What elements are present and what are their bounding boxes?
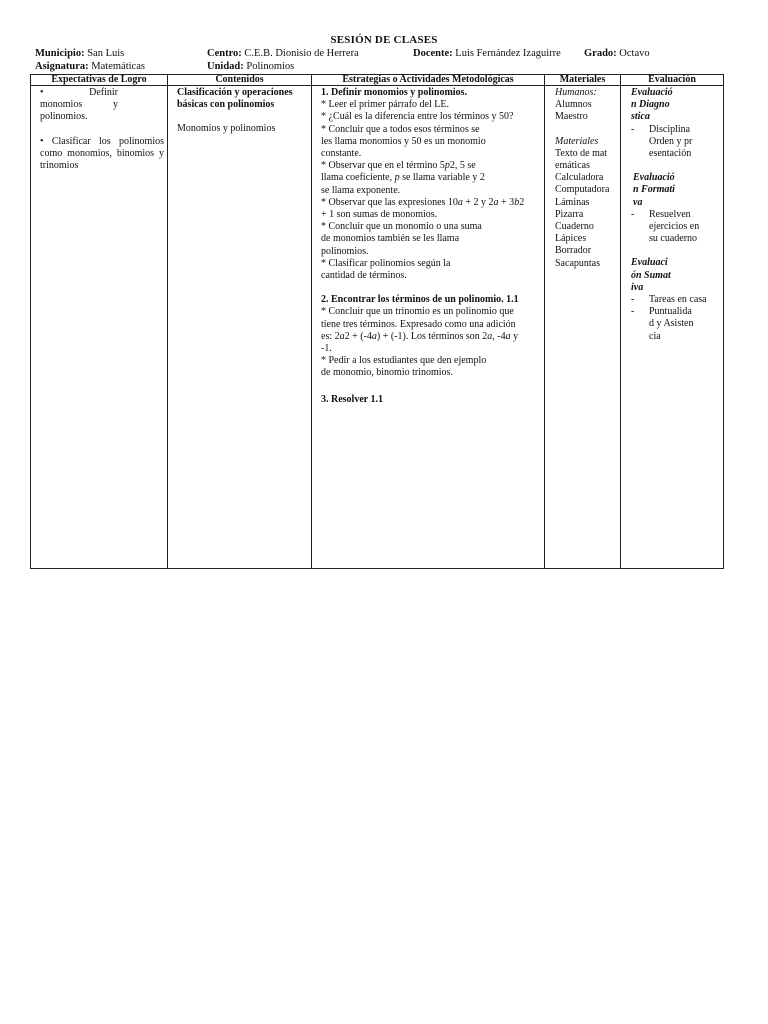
text-run: , -4 [492,330,506,342]
text-run: + 2 y 2 [462,196,494,208]
strategy-2-title: 2. Encontrar los términos de un polinomio. 1.1 [321,294,519,306]
lesson-plan-table [30,74,724,569]
material-item: Texto de matemáticas [555,147,608,172]
material-item: Calculadora [555,172,604,184]
variable: b [514,196,520,208]
variable: a [339,330,345,342]
text-run: es: 2 [321,330,340,342]
eval-item-text: Orden y presentación [649,135,693,160]
strategy-line: constante. [321,148,362,160]
strategy-line: se llama exponente. [321,184,401,196]
unidad-value: Polinomios [246,61,295,72]
material-item: Pizarra [555,208,584,220]
humanos-item: Alumnos [555,99,592,111]
text-run: 2, 5 se [449,160,476,172]
eval-item-text: Disciplina [649,123,691,135]
materiales-label: Materiales [555,135,599,147]
column-header-evaluacion: Evaluación [621,75,724,86]
strategy-line [321,197,542,209]
variable: a [487,330,493,342]
text-run: * Observar que las expresiones 10 [321,196,458,208]
table-header-row [31,75,724,86]
humanos-item: Maestro [555,111,588,123]
eval-item-text: Resuelven ejercicios en su cuaderno [649,208,700,245]
strategy-line: * Concluir que un monomio o una suma [321,221,482,233]
strategy-line: de monomios también se les llama [321,233,460,245]
strategy-line [321,331,542,343]
strategy-1-title: 1. Definir monomios y polinomios. [321,87,467,98]
docente-field [413,48,561,59]
eval-sumativa-label: Evaluación Sumativa [631,257,671,293]
eval-item-text: Puntualidad y Asistencia [649,306,694,342]
variable: p [394,172,400,184]
column-header-estrategias: Estrategias o Actividades Metodológicas [312,75,545,86]
eval-item: - Puntualidad y Asistencia [631,306,694,342]
column-header-materiales: Materiales [545,75,621,86]
centro-value: C.E.B. Dionisio de Herrera [244,48,359,59]
asignatura-label: Asignatura: [35,61,89,72]
strategy-line: cantidad de términos. [321,270,407,282]
grado-label: Grado: [584,48,617,59]
eval-item [631,136,721,160]
strategy-line: + 1 son sumas de monomios. [321,209,438,221]
eval-item: - Tareas en casa [631,294,721,306]
text-run: + 3 [498,196,515,208]
centro-label: Centro: [207,48,242,59]
strategy-line: * Concluir que un trinomio es un polinomio que [321,306,514,318]
text-run: ) + (-1). Los términos son 2 [376,330,488,342]
column-header-contenidos: Contenidos [168,75,312,86]
variable: p [444,160,450,172]
material-item: Lápices [555,233,587,245]
material-item: Láminas [555,196,590,208]
materiales-cell [545,86,621,569]
expectativa-item-2: • Clasificar los polinomios como monomios, binomios y trinomios [40,135,164,172]
table-row [31,86,724,569]
variable: a [371,330,377,342]
strategy-line: * Leer el primer párrafo del LE. [321,99,449,111]
eval-item: - Resuelven ejercicios en su cuaderno [631,209,721,246]
column-header-expectativas: Expectativas de Logro [31,75,168,86]
strategy-line: tiene tres términos. Expresado como una adición [321,318,516,330]
contenidos-heading: Clasificación y operaciones básicas con polinomios [177,87,293,111]
strategy-line: polinomios. [321,245,369,257]
contenidos-item: Monomios y polinomios [177,123,276,135]
expectativa-item-1: • Definir monomios y polinomios. [40,87,118,123]
text-run: llama coeficiente, [321,172,395,184]
material-item: Cuaderno [555,221,594,233]
variable: a [505,330,511,342]
municipio-label: Municipio: [35,48,85,59]
unidad-label: Unidad: [207,61,244,72]
strategy-line [321,160,542,172]
text-run: 2 [519,196,525,208]
municipio-value: San Luis [87,48,125,59]
strategy-3-title: 3. Resolver 1.1 [321,393,384,405]
material-item: Sacapuntas [555,257,600,269]
grado-field [584,48,650,59]
strategy-line: les llama monomios y 50 es un monomio [321,135,486,147]
eval-diagnostica-label: Evaluación Diagnostica [631,87,673,123]
eval-formativa-label: Evaluación Formativa [633,172,675,208]
eval-item-text: Tareas en casa [649,294,707,306]
variable: a [493,196,499,208]
strategy-line: -1. [321,343,332,355]
unidad-field [207,61,294,72]
strategy-line: de monomio, binomio trinomios. [321,367,453,379]
docente-label: Docente: [413,48,453,59]
estrategias-cell [312,86,545,569]
strategy-line [321,172,542,184]
asignatura-field [35,61,145,72]
strategy-line: * ¿Cuál es la diferencia entre los términos y 50? [321,111,514,123]
text-run: se llama variable y 2 [399,172,485,184]
asignatura-value: Matemáticas [91,61,145,72]
municipio-field [35,48,124,59]
eval-item: - Disciplina [631,124,721,136]
material-item: Borrador [555,245,592,257]
strategy-line: * Clasificar polinomios según la [321,257,451,269]
evaluacion-cell [621,86,724,569]
document-title: SESIÓN DE CLASES [330,34,438,46]
humanos-label: Humanos: [555,87,597,98]
strategy-line: * Pedir a los estudiantes que den ejemplo [321,355,487,367]
centro-field [207,48,359,59]
variable: a [457,196,463,208]
text-run: * Observar que en el término 5 [321,160,445,172]
grado-value: Octavo [619,48,650,59]
text-run: y [510,330,519,342]
material-item: Computadora [555,184,610,196]
contenidos-cell [168,86,312,569]
expectativas-cell [31,86,168,569]
docente-value: Luis Fernández Izaguirre [455,48,561,59]
text-run: 2 + (-4 [344,330,372,342]
strategy-line: * Concluir que a todos esos términos se [321,123,480,135]
